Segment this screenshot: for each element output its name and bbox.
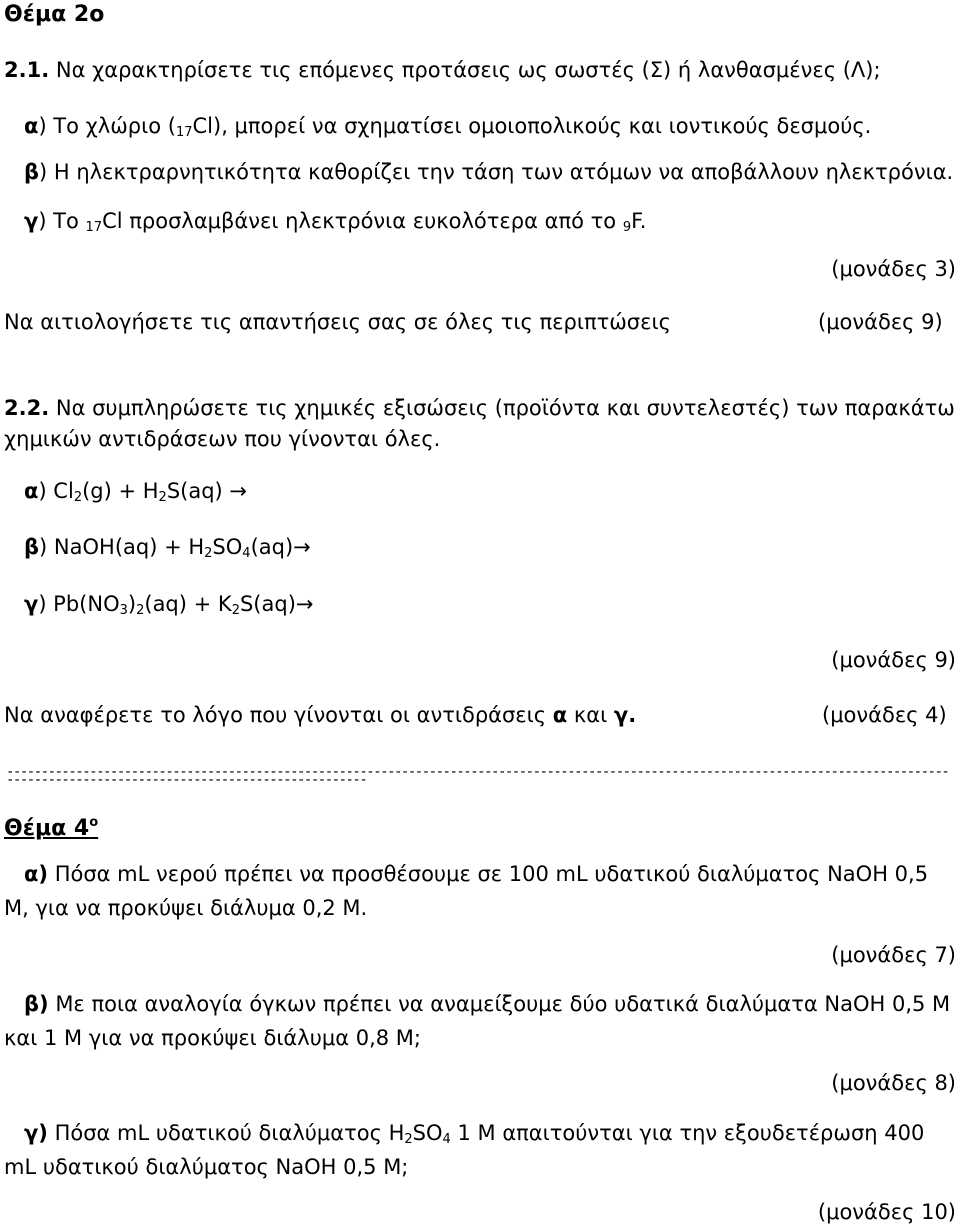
problem-a-line2: M, για να προκύψει διάλυμα 0,2 M.	[4, 896, 368, 920]
statement-b: β) Η ηλεκτραρνητικότητα καθορίζει την τάση των ατόμων να αποβάλλουν ηλεκτρόνια.	[24, 160, 954, 184]
problem-b-line1: β) Με ποια αναλογία όγκων πρέπει να αναμείξουμε δύο υδατικά διαλύματα NaOH 0,5 M	[24, 992, 951, 1016]
justify-instruction: Να αιτιολογήσετε τις απαντήσεις σας σε όλες τις περιπτώσεις	[4, 310, 671, 334]
reason-instruction: Να αναφέρετε το λόγο που γίνονται οι αντιδράσεις α και γ.	[4, 703, 637, 727]
section-4-title: Θέμα $4^o$	[4, 815, 99, 841]
problem-c-line1: γ) Πόσα mL υδατικού διαλύματος $H_2SO_4$ 1 M απαιτούνται για την εξουδετέρωση 400	[24, 1121, 925, 1147]
statement-c: γ) Το $_{17}$Cl προσλαμβάνει ηλεκτρόνια ευκολότερα από το $_9$F.	[24, 209, 647, 235]
question-2-2-prompt-line2: χημικών αντιδράσεων που γίνονται όλες.	[4, 427, 441, 451]
statement-a: α) Το χλώριο $(_{17}Cl)$, μπορεί να σχηματίσει ομοιοπολικούς και ιοντικούς δεσμούς.	[24, 114, 872, 140]
marks-4-b: (μονάδες 8)	[831, 1071, 956, 1095]
section-2-title: Θέμα 2ο	[4, 2, 105, 27]
dashed-separator: --------------------------------------------------------------------------------------------------------------------------------------------------------------------------------------------	[6, 764, 949, 788]
reaction-c: γ) $Pb(NO_3)_2(aq) + K_2S(aq)\to$	[24, 592, 314, 618]
question-2-1-prompt: 2.1. Να χαρακτηρίσετε τις επόμενες προτάσεις ως σωστές (Σ) ή λανθασμένες (Λ);	[4, 58, 881, 82]
marks-2-1-a: (μονάδες 3)	[831, 257, 956, 281]
marks-4-c: (μονάδες 10)	[817, 1200, 956, 1224]
arrow-icon: →	[295, 592, 314, 616]
marks-2-2-b: (μονάδες 4)	[822, 703, 947, 727]
arrow-icon: →	[293, 535, 311, 559]
question-2-2-prompt: 2.2. Να συμπληρώσετε τις χημικές εξισώσεις (προϊόντα και συντελεστές) των παρακάτω	[4, 396, 955, 420]
marks-4-a: (μονάδες 7)	[831, 943, 956, 967]
marks-2-1-b: (μονάδες 9)	[818, 310, 943, 334]
reaction-b: β) NaOH(aq) + $H_2SO_4(aq)\to$	[24, 535, 311, 561]
arrow-icon: →	[229, 479, 248, 503]
problem-c-line2: mL υδατικού διαλύματος NaOH 0,5 M;	[4, 1155, 409, 1179]
marks-2-2-a: (μονάδες 9)	[831, 648, 956, 672]
problem-a-line1: α) Πόσα mL νερού πρέπει να προσθέσουμε σε 100 mL υδατικού διαλύματος NaOH 0,5	[24, 862, 929, 886]
problem-b-line2: και 1 M για να προκύψει διάλυμα 0,8 M;	[4, 1026, 421, 1050]
reaction-a: α) $Cl_2(g) + H_2S(aq)$ →	[24, 479, 248, 505]
